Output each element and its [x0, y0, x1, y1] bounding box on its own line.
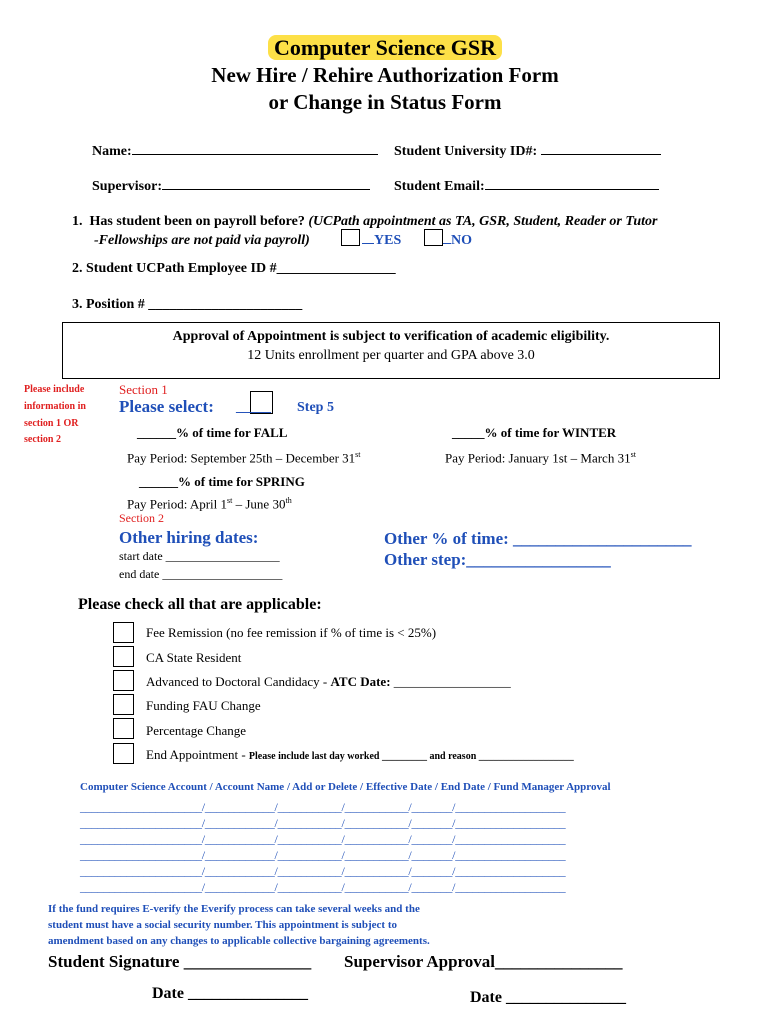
- fee-remission-checkbox[interactable]: [113, 622, 134, 643]
- student-date-field[interactable]: Date _______________: [152, 985, 308, 1002]
- account-header: Computer Science Account / Account Name / Add or Delete / Effective Date / End Date / Fund Manager Approval: [80, 781, 611, 793]
- supervisor-input-line[interactable]: [162, 189, 370, 190]
- account-row[interactable]: _____________________/____________/___________/___________/_______/___________________: [80, 880, 566, 894]
- no-checkbox[interactable]: [424, 229, 443, 246]
- candidacy-label: Advanced to Doctoral Candidacy - ATC Date: __________________: [146, 674, 511, 689]
- name-field[interactable]: Name:: [92, 144, 378, 160]
- percentage-change-checkbox[interactable]: [113, 718, 134, 739]
- question-3[interactable]: 3. Position # ______________________: [72, 297, 303, 312]
- question-1: 1. Has student been on payroll before? (UCPath appointment as TA, GSR, Student, Reader or Tutor: [72, 214, 658, 229]
- end-appointment-label: End Appointment - Please include last day worked _________ and reason ___________________: [146, 747, 574, 762]
- section-2-label: Section 2: [119, 511, 164, 525]
- account-row[interactable]: _____________________/____________/___________/___________/_______/___________________: [80, 864, 566, 878]
- title-line-3: or Change in Status Form: [268, 90, 502, 114]
- name-input-line[interactable]: [132, 154, 378, 155]
- spring-pay-period: Pay Period: April 1st – June 30th: [127, 496, 292, 512]
- section-1-label: Section 1: [119, 382, 168, 397]
- fee-remission-label: Fee Remission (no fee remission if % of time is < 25%): [146, 625, 437, 640]
- side-note-4: section 2: [24, 434, 61, 445]
- student-id-field[interactable]: Student University ID#:: [394, 144, 661, 160]
- end-appointment-checkbox[interactable]: [113, 743, 134, 764]
- candidacy-checkbox[interactable]: [113, 670, 134, 691]
- no-option[interactable]: NO: [443, 233, 472, 249]
- other-step-field[interactable]: Other step:_________________: [384, 550, 611, 569]
- account-row[interactable]: _____________________/____________/___________/___________/_______/___________________: [80, 816, 566, 830]
- other-percent-field[interactable]: Other % of time: _____________________: [384, 529, 692, 548]
- winter-pay-period: Pay Period: January 1st – March 31st: [445, 450, 636, 466]
- side-note-3: section 1 OR: [24, 418, 79, 429]
- account-row[interactable]: _____________________/____________/___________/___________/_______/___________________: [80, 848, 566, 862]
- supervisor-date-field[interactable]: Date _______________: [470, 989, 626, 1006]
- fall-percent[interactable]: ______% of time for FALL: [137, 425, 288, 440]
- ca-resident-checkbox[interactable]: [113, 646, 134, 667]
- student-id-input-line[interactable]: [541, 154, 661, 155]
- checklist-heading: Please check all that are applicable:: [78, 596, 322, 613]
- yes-checkbox[interactable]: [341, 229, 360, 246]
- student-email-input-line[interactable]: [485, 189, 659, 190]
- end-date-field[interactable]: end date ____________________: [119, 567, 283, 581]
- student-signature-field[interactable]: Student Signature _______________: [48, 952, 312, 971]
- question-1-line-2: -Fellowships are not paid via payroll): [94, 233, 310, 248]
- everify-note-1: If the fund requires E-verify the Everify process can take several weeks and the: [48, 903, 420, 915]
- yes-option[interactable]: YES: [362, 233, 401, 249]
- student-email-field[interactable]: Student Email:: [394, 179, 659, 195]
- winter-percent[interactable]: _____% of time for WINTER: [452, 425, 617, 440]
- approval-line-2: 12 Units enrollment per quarter and GPA above 3.0: [247, 348, 535, 363]
- question-2[interactable]: 2. Student UCPath Employee ID #_________________: [72, 261, 396, 276]
- percentage-change-label: Percentage Change: [146, 723, 246, 738]
- ca-resident-label: CA State Resident: [146, 650, 242, 665]
- everify-note-3: amendment based on any changes to applicable collective bargaining agreements.: [48, 935, 430, 947]
- side-note-1: Please include: [24, 384, 85, 395]
- other-hiring-dates-label: Other hiring dates:: [119, 528, 259, 547]
- title-line-2: New Hire / Rehire Authorization Form: [211, 63, 559, 87]
- spring-percent[interactable]: ______% of time for SPRING: [139, 474, 305, 489]
- account-row[interactable]: _____________________/____________/___________/___________/_______/___________________: [80, 800, 566, 814]
- step-blank[interactable]: _____: [236, 400, 271, 415]
- start-date-field[interactable]: start date ___________________: [119, 549, 280, 563]
- funding-fau-label: Funding FAU Change: [146, 698, 261, 713]
- side-note-2: information in: [24, 401, 86, 412]
- supervisor-field[interactable]: Supervisor:: [92, 179, 370, 195]
- everify-note-2: student must have a social security number. This appointment is subject to: [48, 919, 397, 931]
- step-label: Step 5: [297, 400, 334, 415]
- title-line-1: Computer Science GSR: [0, 35, 770, 61]
- approval-line-1: Approval of Appointment is subject to verification of academic eligibility.: [172, 329, 610, 344]
- fall-pay-period: Pay Period: September 25th – December 31st: [127, 450, 361, 466]
- funding-fau-checkbox[interactable]: [113, 694, 134, 715]
- supervisor-approval-field[interactable]: Supervisor Approval_______________: [344, 952, 623, 971]
- account-row[interactable]: _____________________/____________/___________/___________/_______/___________________: [80, 832, 566, 846]
- please-select-label: Please select:: [119, 397, 214, 416]
